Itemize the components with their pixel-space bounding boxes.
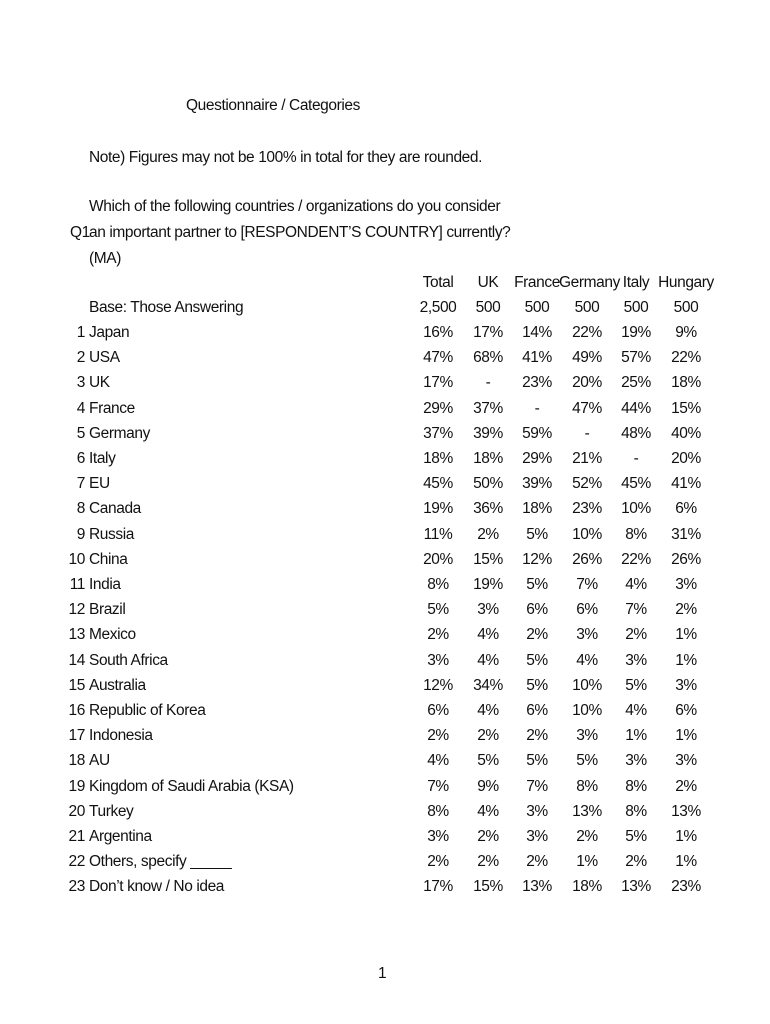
table-cell: 1% xyxy=(675,626,697,644)
table-cell: 45% xyxy=(621,475,651,493)
row-label: Russia xyxy=(89,525,134,543)
row-number: 21 xyxy=(68,828,85,845)
table-cell: 47% xyxy=(423,349,453,367)
table-cell: 15% xyxy=(473,550,503,568)
table-cell: 5% xyxy=(576,752,598,770)
table-cell: 2% xyxy=(477,853,499,871)
table-cell: 8% xyxy=(576,777,598,795)
table-cell: 47% xyxy=(572,399,602,417)
table-cell: 41% xyxy=(522,349,552,367)
row-label: Japan xyxy=(89,324,130,341)
table-cell: 2% xyxy=(526,853,548,871)
table-cell: 5% xyxy=(477,752,499,770)
table-cell: 59% xyxy=(522,424,552,442)
row-number: 22 xyxy=(68,853,85,871)
row-label: Australia xyxy=(89,676,146,694)
row-label: AU xyxy=(89,752,110,770)
table-cell: 12% xyxy=(423,676,453,694)
table-cell: 2% xyxy=(675,777,697,795)
column-header: UK xyxy=(477,274,499,291)
table-cell: 7% xyxy=(576,576,598,593)
table-cell: 4% xyxy=(477,702,499,719)
table-cell: 3% xyxy=(576,626,598,644)
table-cell: 13% xyxy=(522,878,552,896)
row-number: 15 xyxy=(68,676,85,694)
table-cell: 17% xyxy=(473,324,503,341)
table-cell: 19% xyxy=(423,500,453,518)
row-label: Don’t know / No idea xyxy=(89,878,225,896)
table-cell: 8% xyxy=(625,777,647,795)
question-text-line-3: (MA) xyxy=(89,250,121,267)
table-cell: 25% xyxy=(621,374,651,392)
row-label: Canada xyxy=(89,500,141,518)
table-cell: 2% xyxy=(675,601,697,619)
row-label: Turkey xyxy=(89,802,134,820)
row-number: 2 xyxy=(76,349,85,367)
table-cell: 26% xyxy=(572,550,602,568)
table-cell: 8% xyxy=(625,525,647,543)
table-cell: 22% xyxy=(621,550,651,568)
page-number: 1 xyxy=(378,965,387,982)
table-cell: 2% xyxy=(526,727,548,745)
table-cell: 5% xyxy=(526,576,548,593)
table-cell: 1% xyxy=(576,853,598,871)
rounding-note: Note) Figures may not be 100% in total for they are rounded. xyxy=(89,149,483,166)
row-number: 13 xyxy=(68,626,85,644)
table-cell: 4% xyxy=(625,702,647,719)
table-cell: 2% xyxy=(477,525,499,543)
table-cell: 7% xyxy=(427,777,449,795)
table-cell: 3% xyxy=(675,752,697,770)
row-label: Argentina xyxy=(89,828,152,845)
table-cell: 39% xyxy=(473,424,503,442)
table-cell: 4% xyxy=(477,802,499,820)
table-cell: 22% xyxy=(572,324,602,341)
table-cell: 2% xyxy=(427,626,449,644)
row-label: USA xyxy=(89,349,120,367)
row-label: Mexico xyxy=(89,626,136,644)
table-cell: 3% xyxy=(675,576,697,593)
table-cell: 19% xyxy=(621,324,651,341)
table-cell: 23% xyxy=(572,500,602,518)
table-cell: 9% xyxy=(675,324,697,341)
table-cell: 1% xyxy=(675,828,697,845)
page-title: Questionnaire / Categories xyxy=(186,97,360,114)
column-header: France xyxy=(514,274,560,291)
row-number: 18 xyxy=(68,752,85,770)
table-cell: 4% xyxy=(477,626,499,644)
row-number: 17 xyxy=(68,727,85,745)
base-value: 500 xyxy=(574,299,600,316)
table-cell: 1% xyxy=(675,651,697,669)
table-cell: 20% xyxy=(572,374,602,392)
table-cell: 13% xyxy=(621,878,651,896)
table-cell: 6% xyxy=(675,500,697,518)
table-cell: 3% xyxy=(625,651,647,669)
base-value: 2,500 xyxy=(419,299,457,316)
table-cell: 48% xyxy=(621,424,651,442)
column-header: Germany xyxy=(559,274,620,291)
table-cell: 36% xyxy=(473,500,503,518)
row-label: Republic of Korea xyxy=(89,702,206,719)
table-cell: - xyxy=(584,424,590,442)
table-cell: 6% xyxy=(526,601,548,619)
row-number: 12 xyxy=(68,601,85,619)
table-cell: 29% xyxy=(522,450,552,467)
row-label: EU xyxy=(89,475,110,493)
table-cell: 3% xyxy=(427,651,449,669)
question-text-line-1: Which of the following countries / organizations do you consider xyxy=(89,198,501,215)
row-number: 4 xyxy=(76,399,85,417)
table-cell: 3% xyxy=(427,828,449,845)
table-cell: 6% xyxy=(526,702,548,719)
table-cell: 68% xyxy=(473,349,503,367)
row-label: UK xyxy=(89,374,110,392)
base-value: 500 xyxy=(524,299,550,316)
row-label: France xyxy=(89,399,135,417)
table-cell: 49% xyxy=(572,349,602,367)
table-cell: 34% xyxy=(473,676,503,694)
table-cell: 39% xyxy=(522,475,552,493)
table-cell: 57% xyxy=(621,349,651,367)
table-cell: 10% xyxy=(572,702,602,719)
question-number: Q1 xyxy=(70,224,90,241)
table-cell: 52% xyxy=(572,475,602,493)
row-label: Brazil xyxy=(89,601,126,619)
table-cell: 50% xyxy=(473,475,503,493)
table-cell: 18% xyxy=(522,500,552,518)
row-label: Italy xyxy=(89,450,116,467)
table-cell: 5% xyxy=(526,525,548,543)
table-cell: 3% xyxy=(675,676,697,694)
table-cell: 20% xyxy=(671,450,701,467)
column-header: Total xyxy=(422,274,454,291)
table-cell: 2% xyxy=(427,853,449,871)
table-cell: 31% xyxy=(671,525,701,543)
table-cell: 5% xyxy=(625,828,647,845)
table-cell: 4% xyxy=(625,576,647,593)
table-cell: 18% xyxy=(572,878,602,896)
table-cell: 13% xyxy=(671,802,701,820)
table-cell: 17% xyxy=(423,878,453,896)
row-number: 1 xyxy=(76,324,85,341)
column-header: Hungary xyxy=(658,274,714,291)
table-cell: 10% xyxy=(572,525,602,543)
row-label: Germany xyxy=(89,424,150,442)
row-number: 8 xyxy=(76,500,85,518)
table-cell: 2% xyxy=(576,828,598,845)
row-number: 19 xyxy=(68,777,85,795)
base-label: Base: Those Answering xyxy=(89,299,244,316)
table-cell: 13% xyxy=(572,802,602,820)
table-cell: 12% xyxy=(522,550,552,568)
table-cell: 41% xyxy=(671,475,701,493)
table-cell: 22% xyxy=(671,349,701,367)
table-cell: 5% xyxy=(427,601,449,619)
row-label: Others, specify _____ xyxy=(89,853,232,871)
table-cell: 15% xyxy=(671,399,701,417)
table-cell: 45% xyxy=(423,475,453,493)
table-cell: 10% xyxy=(572,676,602,694)
table-cell: 2% xyxy=(625,853,647,871)
table-cell: 3% xyxy=(477,601,499,619)
row-number: 23 xyxy=(68,878,85,896)
table-cell: 40% xyxy=(671,424,701,442)
table-cell: 7% xyxy=(526,777,548,795)
table-cell: 18% xyxy=(423,450,453,467)
table-cell: - xyxy=(633,450,639,467)
table-cell: 1% xyxy=(675,727,697,745)
base-value: 500 xyxy=(673,299,699,316)
table-cell: - xyxy=(485,374,491,392)
table-cell: 8% xyxy=(427,576,449,593)
row-number: 6 xyxy=(76,450,85,467)
row-number: 16 xyxy=(68,702,85,719)
table-cell: 37% xyxy=(473,399,503,417)
table-cell: 16% xyxy=(423,324,453,341)
table-cell: 18% xyxy=(671,374,701,392)
row-number: 10 xyxy=(68,550,85,568)
row-number: 3 xyxy=(76,374,85,392)
table-cell: 18% xyxy=(473,450,503,467)
table-cell: 4% xyxy=(576,651,598,669)
row-label: Indonesia xyxy=(89,727,153,745)
column-header: Italy xyxy=(622,274,650,291)
row-number: 7 xyxy=(76,475,85,493)
table-cell: 6% xyxy=(576,601,598,619)
table-cell: 21% xyxy=(572,450,602,467)
table-cell: 37% xyxy=(423,424,453,442)
table-cell: 17% xyxy=(423,374,453,392)
row-number: 14 xyxy=(68,651,85,669)
table-cell: 23% xyxy=(671,878,701,896)
row-number: 9 xyxy=(76,525,85,543)
table-cell: 6% xyxy=(427,702,449,719)
table-cell: 2% xyxy=(477,828,499,845)
table-cell: 11% xyxy=(423,525,453,543)
table-cell: 3% xyxy=(625,752,647,770)
table-cell: 44% xyxy=(621,399,651,417)
row-label: China xyxy=(89,550,128,568)
table-cell: 19% xyxy=(473,576,503,593)
table-cell: 5% xyxy=(526,676,548,694)
table-cell: 4% xyxy=(427,752,449,770)
table-cell: 26% xyxy=(671,550,701,568)
row-number: 20 xyxy=(68,802,85,820)
table-cell: 8% xyxy=(625,802,647,820)
row-label: India xyxy=(89,576,121,593)
table-cell: 3% xyxy=(526,802,548,820)
table-cell: 14% xyxy=(522,324,552,341)
table-cell: 23% xyxy=(522,374,552,392)
table-cell: 8% xyxy=(427,802,449,820)
table-cell: 2% xyxy=(427,727,449,745)
row-label: Kingdom of Saudi Arabia (KSA) xyxy=(89,777,294,795)
table-cell: 4% xyxy=(477,651,499,669)
table-cell: 2% xyxy=(526,626,548,644)
base-value: 500 xyxy=(623,299,649,316)
table-cell: 10% xyxy=(621,500,651,518)
table-cell: 5% xyxy=(526,752,548,770)
table-cell: 2% xyxy=(625,626,647,644)
row-number: 5 xyxy=(76,424,85,442)
table-cell: 6% xyxy=(675,702,697,719)
table-cell: 5% xyxy=(526,651,548,669)
table-cell: 3% xyxy=(576,727,598,745)
row-label: South Africa xyxy=(89,651,168,669)
table-cell: 2% xyxy=(477,727,499,745)
table-cell: 29% xyxy=(423,399,453,417)
table-cell: 5% xyxy=(625,676,647,694)
table-cell: 1% xyxy=(675,853,697,871)
base-value: 500 xyxy=(475,299,501,316)
table-cell: 15% xyxy=(473,878,503,896)
table-cell: 7% xyxy=(625,601,647,619)
table-cell: 20% xyxy=(423,550,453,568)
question-text-line-2: an important partner to [RESPONDENT’S COUNTRY] currently? xyxy=(89,224,511,241)
table-cell: 3% xyxy=(526,828,548,845)
row-number: 11 xyxy=(69,576,85,593)
table-cell: - xyxy=(534,399,540,417)
table-cell: 9% xyxy=(477,777,499,795)
table-cell: 1% xyxy=(625,727,647,745)
